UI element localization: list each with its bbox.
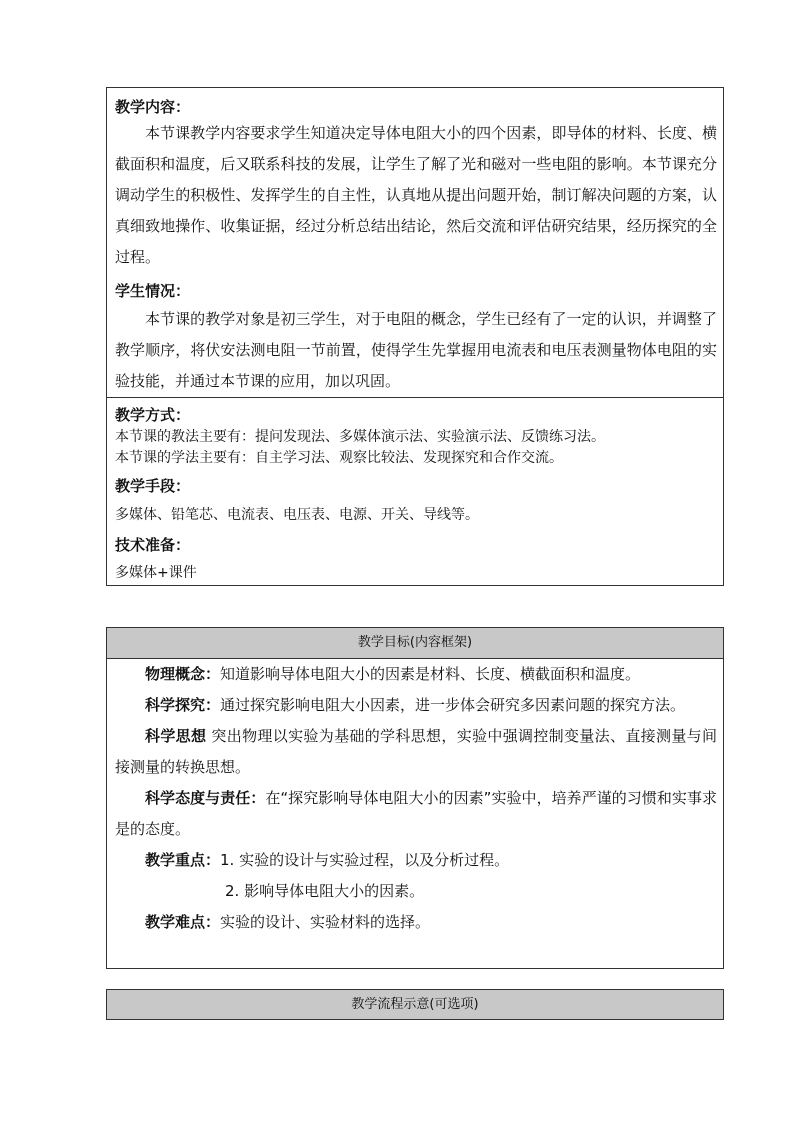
tech-heading: 技术准备： (115, 536, 191, 554)
methods-means-cell (107, 398, 723, 585)
methods-heading: 教学方式： (115, 406, 191, 424)
attitude-label: 科学态度与责任： (145, 789, 266, 807)
tech-text: 多媒体+课件 (115, 565, 197, 581)
methods-line-1: 本节课的教法主要有：提问发现法、多媒体演示法、实验演示法、反馈练习法。 (115, 429, 605, 445)
goal-attitude (115, 783, 717, 845)
key-item-2: 2. 影响导体电阻大小的因素。 (225, 882, 425, 900)
content-paragraph: 本节课教学内容要求学生知道决定导体电阻大小的四个因素，即导体的材料、长度、横截面积和温度，后又联系科技的发展，让学生了解了光和磁对一些电阻的影响。本节课充分调动学生的积极性、发挥学生的自主性，认真地从提出问题开始，制订解决问题的方案，认真细致地操作、收集证据，经过分析总结出结论，然后交流和评估研究结果，经历探究的全过程。 (115, 124, 717, 266)
students-paragraph: 本节课的教学对象是初三学生，对于电阻的概念，学生已经有了一定的认识，并调整了教学顺序，将伏安法测电阻一节前置，使得学生先掌握用电流表和电压表测量物体电阻的实验技能，并通过本节课的应用，加以巩固。 (115, 310, 717, 390)
flow-header: 教学流程示意(可选项) (107, 990, 723, 1019)
content-heading: 教学内容： (115, 98, 191, 116)
means-heading: 教学手段： (115, 477, 191, 495)
key-item-1: 1. 实验的设计与实验过程，以及分析过程。 (220, 851, 510, 869)
teaching-info-table (106, 87, 724, 586)
methods-line-2: 本节课的学法主要有：自主学习法、观察比较法、发现探究和合作交流。 (115, 450, 563, 466)
attitude-text: 在“探究影响导体电阻大小的因素”实验中，培养严谨的习惯和实事求是的态度。 (115, 789, 717, 838)
goal-thinking (115, 721, 717, 783)
thinking-label: 科学思想 (145, 727, 207, 745)
concept-text: 知道影响导体电阻大小的因素是材料、长度、横截面积和温度。 (220, 665, 641, 683)
inquiry-text: 通过探究影响电阻大小因素，进一步体会研究多因素问题的探究方法。 (220, 696, 686, 714)
means-text: 多媒体、铅笔芯、电流表、电压表、电源、开关、导线等。 (115, 507, 479, 523)
teaching-flow-table (106, 989, 724, 1020)
inquiry-label: 科学探究： (145, 696, 221, 714)
concept-label: 物理概念： (145, 665, 221, 683)
teaching-goals-table (106, 627, 724, 969)
content-students-cell (107, 88, 723, 398)
difficulty-text: 实验的设计、实验材料的选择。 (220, 913, 431, 931)
thinking-text: 突出物理以实验为基础的学科思想，实验中强调控制变量法、直接测量与间接测量的转换思想。 (115, 727, 717, 776)
key-label: 教学重点： (145, 851, 221, 869)
students-heading: 学生情况： (115, 282, 191, 300)
goal-key-points (115, 845, 717, 876)
goal-difficulty (115, 907, 717, 938)
goal-concept (115, 659, 717, 690)
difficulty-label: 教学难点： (145, 913, 221, 931)
goal-inquiry (115, 690, 717, 721)
goals-header: 教学目标(内容框架) (107, 628, 723, 659)
